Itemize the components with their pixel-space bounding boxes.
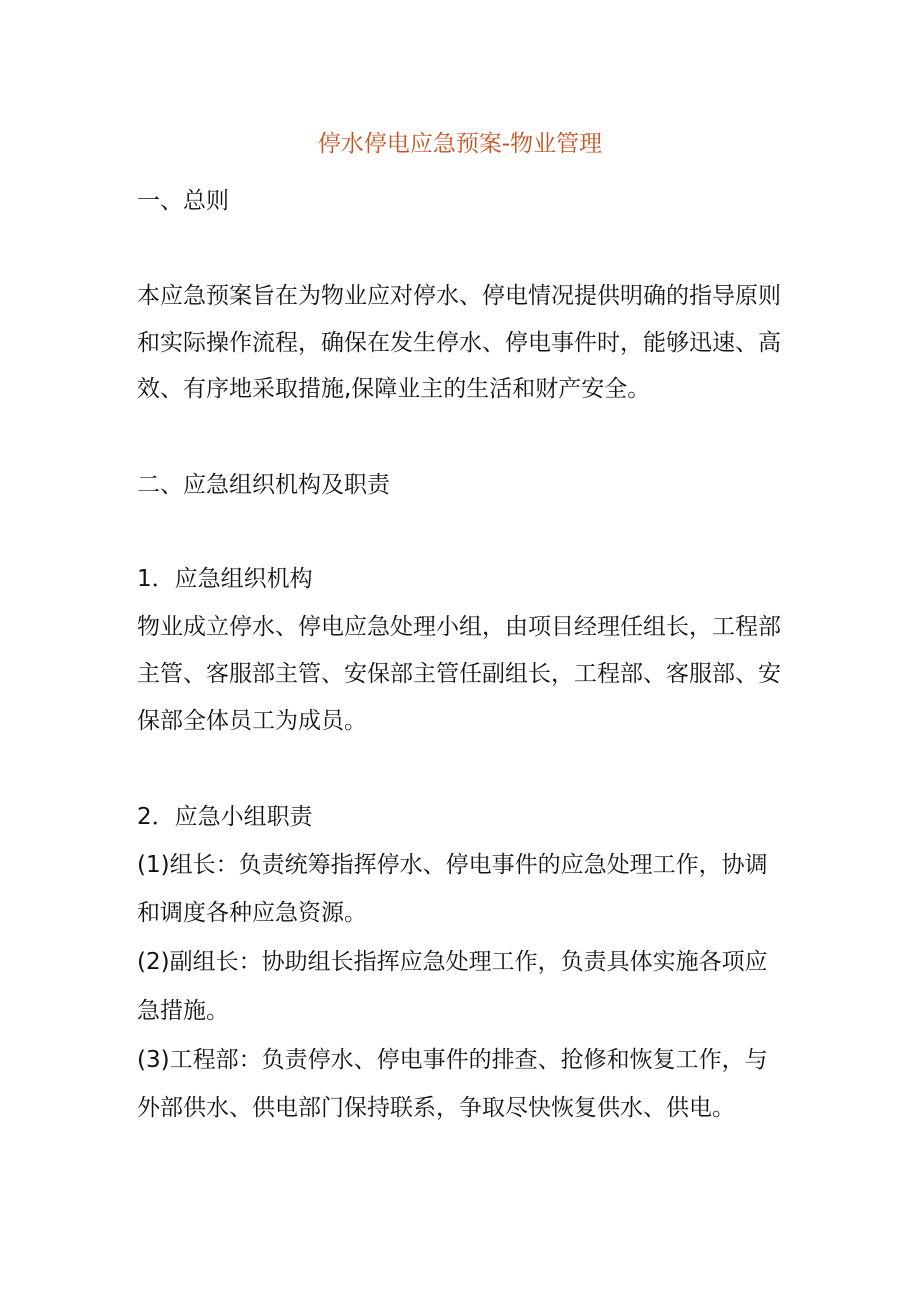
section-heading-general: 一、总则	[137, 188, 229, 214]
paragraph-line: 效、有序地采取措施,保障业主的生活和财产安全。	[137, 376, 651, 402]
duty-line: (3)工程部：负责停水、停电事件的排查、抢修和恢复工作，与	[137, 1047, 768, 1073]
document-title: 停水停电应急预案-物业管理	[317, 131, 603, 157]
paragraph-line: 保部全体员工为成员。	[137, 708, 367, 734]
section-heading-organization: 二、应急组织机构及职责	[137, 472, 390, 498]
paragraph-line: 本应急预案旨在为物业应对停水、停电情况提供明确的指导原则	[137, 283, 781, 309]
subsection-heading-structure: 1．应急组织机构	[137, 566, 313, 592]
duty-line: 外部供水、供电部门保持联系，争取尽快恢复供水、供电。	[137, 1095, 735, 1121]
paragraph-line: 主管、客服部主管、安保部主管任副组长，工程部、客服部、安	[137, 661, 781, 687]
duty-line: (2)副组长：协助组长指挥应急处理工作，负责具体实施各项应	[137, 949, 768, 975]
paragraph-line: 和实际操作流程，确保在发生停水、停电事件时，能够迅速、高	[137, 330, 781, 356]
duty-line: (1)组长：负责统筹指挥停水、停电事件的应急处理工作，协调	[137, 852, 768, 878]
duty-line: 和调度各种应急资源。	[137, 900, 367, 926]
subsection-heading-duties: 2．应急小组职责	[137, 804, 313, 830]
duty-line: 急措施。	[137, 998, 229, 1024]
paragraph-line: 物业成立停水、停电应急处理小组，由项目经理任组长，工程部	[137, 614, 781, 640]
